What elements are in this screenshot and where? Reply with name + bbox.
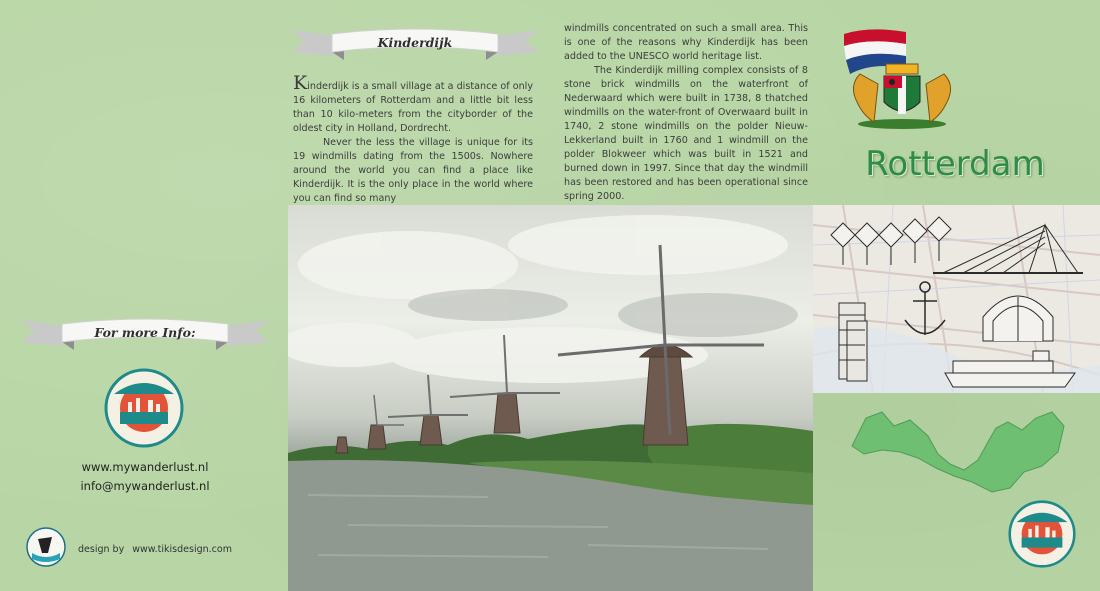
design-credit: [78, 544, 232, 555]
history-paragraph-1: windmills concentrated on such a small area. This is one of the reasons why Kinderdijk has been added to the UNESCO world heritage list.: [564, 23, 808, 62]
design-credit-url[interactable]: www.tikisdesign.com: [132, 544, 232, 555]
more-info-ribbon-label: For more Info:: [94, 325, 196, 340]
history-paragraph-2: The Kinderdijk milling complex consists of 8 stone brick windmills on the waterfront of Nederwaard which were built in 1738, 8 thatched windmills on the water-front of Overwaard built in 1740, 2 stone windmills on the polder Nieuw-Lekkerland built in 1760 and 1 windmill on the polder Blokweer which was built in 1521 and burned down in 1997. Since that day the windmill has been restored and has been operational since spring 2000.: [564, 65, 808, 202]
erasmus-bridge-icon: [933, 225, 1083, 273]
kinderdijk-ribbon: [292, 22, 538, 66]
email-link[interactable]: info@mywanderlust.nl: [80, 479, 210, 493]
design-credit-label: design by: [78, 544, 125, 555]
coat-of-arms-icon: [853, 64, 950, 129]
container-ship-icon: [945, 351, 1075, 387]
intro-paragraph-2: Never the less the village is unique for its 19 windmills dating from the 1500s. Nowhere around the world you can find a place like Kinderdijk. It is the only place in the world where you can find so many: [293, 137, 533, 204]
intro-paragraph-1: inderdijk is a small village at a distance of only 16 kilometers of Rotterdam and a little bit less than 10 kilo-meters from the cityborder of the oldest city in Holland, Dordrecht.: [293, 81, 533, 134]
intro-column: [293, 72, 533, 206]
wanderlust-logo: [104, 368, 184, 448]
more-info-ribbon: [22, 312, 268, 356]
tikis-design-logo: [26, 527, 66, 567]
dropcap-letter: K: [293, 72, 308, 94]
kinderdijk-windmills-photo: [288, 205, 813, 591]
rotterdam-landmarks-illustration: [813, 205, 1100, 393]
rotterdam-region-map: [846, 400, 1068, 496]
history-column: [564, 22, 808, 204]
wanderlust-logo-small: [1008, 500, 1076, 568]
skyscraper-icon: [839, 303, 867, 381]
city-title: Rotterdam: [865, 144, 1045, 184]
rotterdam-flag-crest: [840, 24, 952, 130]
markthal-icon: [983, 296, 1053, 341]
kinderdijk-ribbon-label: Kinderdijk: [377, 35, 453, 50]
website-link[interactable]: www.mywanderlust.nl: [81, 460, 209, 474]
